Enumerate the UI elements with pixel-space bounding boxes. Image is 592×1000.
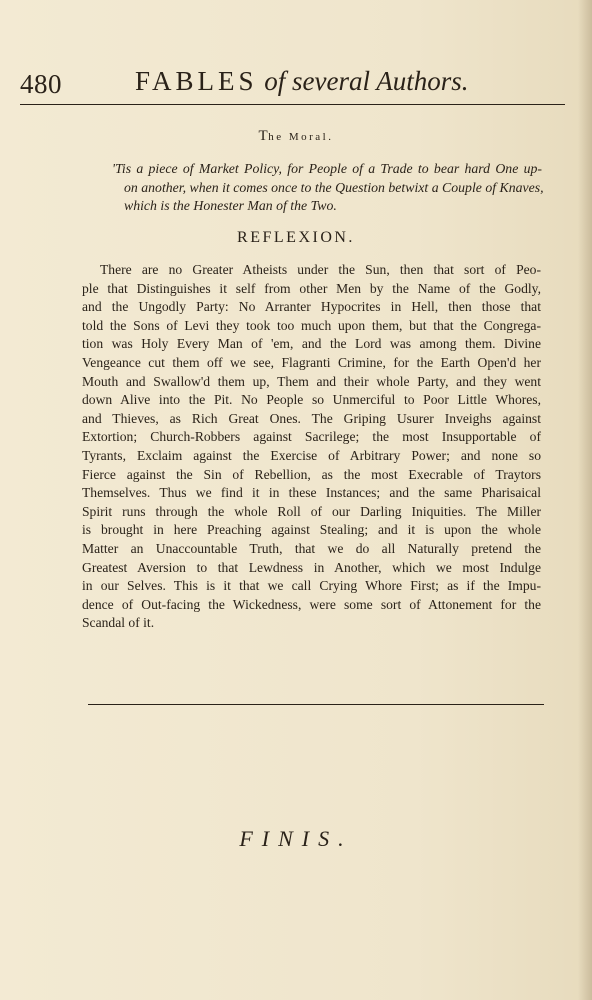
header-rule: [20, 104, 565, 105]
running-header: [20, 66, 565, 106]
moral-line: 'Tis a piece of Market Policy, for People of a Trade to bear hard One up-: [112, 161, 542, 176]
moral-line: on another, when it comes once to the Question betwixt a Couple of Knaves,: [124, 179, 544, 195]
body-line: Spirit runs through the whole Roll of our Darling Iniquities. The Miller: [82, 503, 541, 519]
moral-heading-rest: he Moral.: [268, 131, 334, 143]
running-title: [135, 66, 469, 97]
finis-heading: FINIS.: [239, 826, 353, 851]
moral-line: which is the Honester Man of the Two.: [124, 198, 337, 213]
body-line: and Thieves, as Rich Great Ones. The Griping Usurer Inveighs against: [82, 410, 541, 426]
body-line: Matter an Unaccountable Truth, that we do all Naturally pretend the: [82, 540, 541, 556]
body-line: Mouth and Swallow'd them up, Them and their whole Party, and they went: [82, 373, 541, 389]
body-line: is brought in here Preaching against Stealing; and it is upon the whole: [82, 522, 541, 538]
moral-text: [112, 160, 542, 216]
body-line: Tyrants, Exclaim against the Exercise of Arbitrary Power; and none so: [82, 447, 541, 463]
reflexion-body: [82, 261, 541, 633]
body-line: Themselves. Thus we find it in these Instances; and the same Pharisaical: [82, 485, 541, 501]
body-line: down Alive into the Pit. No People so Unmerciful to Poor Little Whores,: [82, 392, 541, 408]
body-line: Scandal of it.: [82, 615, 155, 631]
moral-heading: [0, 128, 592, 145]
reflexion-heading: REFLEXION.: [237, 229, 355, 246]
body-line: Greatest Aversion to that Lewdness in Another, which we most Indulge: [82, 559, 541, 575]
body-line: tion was Holy Every Man of 'em, and the Lord was among them. Divine: [82, 336, 541, 352]
body-line: told the Sons of Levi they took too much upon them, but that the Congrega-: [82, 317, 541, 333]
page-number: 480: [20, 69, 62, 99]
body-line: and the Ungodly Party: No Arranter Hypocrites in Hell, then those that: [82, 299, 541, 315]
body-line: ple that Distinguishes it self from other Men by the Name of the Godly,: [82, 280, 541, 296]
moral-heading-initial: T: [258, 128, 269, 144]
running-title-italic: of several Authors.: [264, 66, 469, 96]
body-line: in our Selves. This is it that we call Crying Whore First; as if the Impu-: [82, 578, 541, 594]
end-rule: [88, 704, 544, 705]
body-line: Vengeance cut them off we see, Flagranti Crimine, for the Earth Open'd her: [82, 354, 541, 370]
body-line: There are no Greater Atheists under the Sun, then that sort of Peo-: [100, 262, 541, 277]
body-line: dence of Out-facing the Wickedness, were some sort of Attonement for the: [82, 596, 541, 612]
body-line: Extortion; Church-Robbers against Sacrilege; the most Insupportable of: [82, 429, 541, 445]
body-line: Fierce against the Sin of Rebellion, as the most Execrable of Traytors: [82, 466, 541, 482]
running-title-caps: FABLES: [135, 66, 258, 96]
